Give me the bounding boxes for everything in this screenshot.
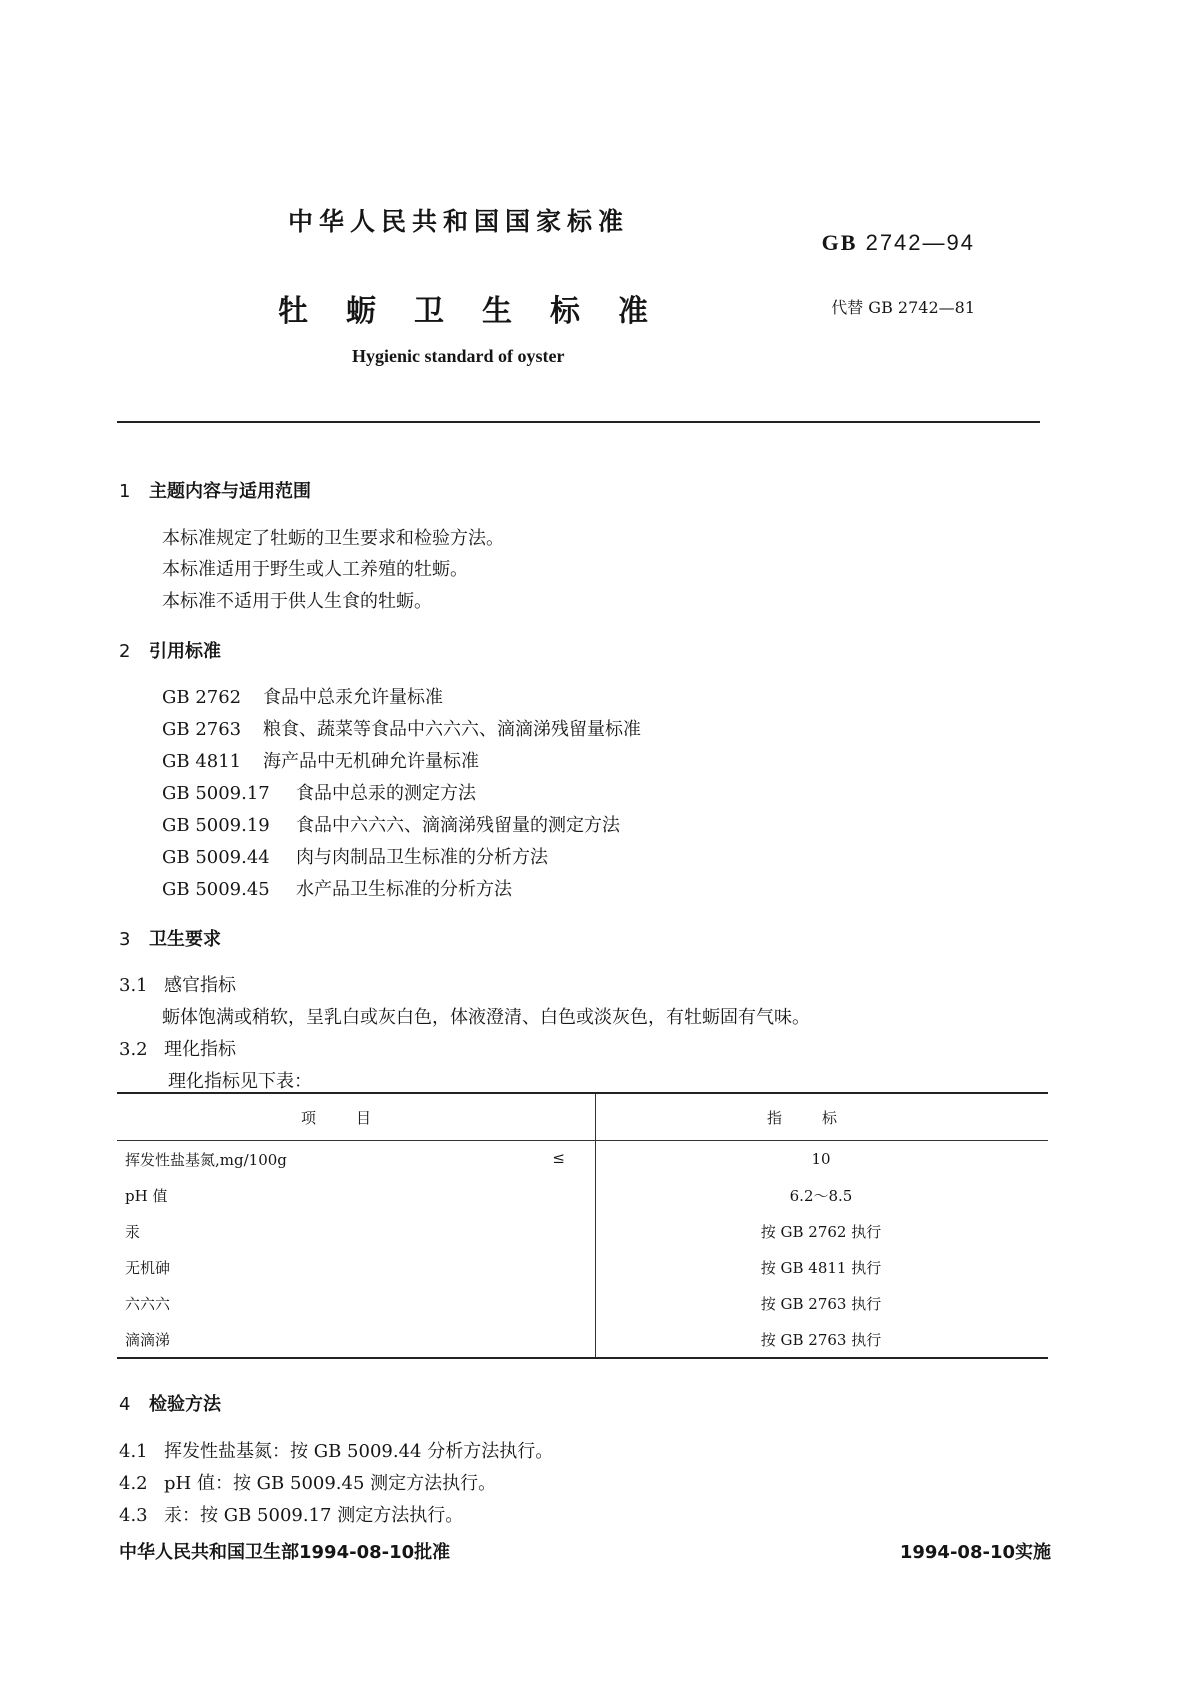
paragraph: 蛎体饱满或稍软，呈乳白或灰白色，体液澄清、白色或淡灰色，有牡蛎固有气味。: [162, 1007, 810, 1028]
method-item: [119, 1469, 496, 1495]
subsection-3-2-heading: [119, 1035, 236, 1061]
section-4-heading: [119, 1390, 221, 1416]
effective-date: 1994-08-10实施: [899, 1542, 1051, 1563]
code-number: 2742—94: [865, 230, 975, 255]
item-cell: 六六六: [117, 1285, 596, 1321]
value-cell: 按 GB 2763 执行: [760, 1330, 882, 1349]
subsection-number: 3.1: [119, 975, 148, 996]
subsection-title: 理化指标: [164, 1039, 236, 1060]
reference-item: [162, 683, 443, 709]
org-title: 中华人民共和国国家标准: [288, 207, 630, 236]
item-cell: 滴滴涕: [117, 1321, 596, 1358]
ref-code: GB 2763: [162, 719, 242, 740]
item-cell: [117, 1141, 596, 1178]
reference-item: [162, 843, 548, 869]
ref-code: GB 2762: [162, 687, 242, 708]
table-header-row: [117, 1093, 1048, 1141]
ref-code: GB 5009.19: [162, 815, 270, 836]
physicochemical-table: [117, 1092, 1048, 1359]
section-title: 检验方法: [149, 1394, 221, 1415]
ref-name: 肉与肉制品卫生标准的分析方法: [296, 847, 548, 868]
item-cell: pH 值: [117, 1177, 596, 1213]
ref-code: GB 4811: [162, 751, 242, 772]
reference-item: [162, 811, 620, 837]
value-cell: 6.2～8.5: [789, 1186, 853, 1205]
ref-name: 食品中总汞的测定方法: [296, 783, 476, 804]
section-number: 2: [119, 641, 131, 662]
paragraph: 本标准不适用于供人生食的牡蛎。: [162, 591, 432, 612]
replaces-note: 代替 GB 2742—81: [831, 298, 975, 317]
section-3-heading: [119, 925, 221, 951]
standard-code: [822, 230, 975, 256]
section-title: 卫生要求: [149, 929, 221, 950]
paragraph: 理化指标见下表：: [168, 1071, 312, 1092]
ref-name: 食品中总汞允许量标准: [263, 687, 443, 708]
item-text: pH 值：按 GB 5009.45 测定方法执行。: [164, 1473, 497, 1494]
value-cell: 按 GB 2762 执行: [760, 1222, 882, 1241]
ref-code: GB 5009.45: [162, 879, 270, 900]
value-cell: 10: [811, 1150, 831, 1168]
table-row: [117, 1321, 1048, 1358]
ref-name: 粮食、蔬菜等食品中六六六、滴滴涕残留量标准: [263, 719, 641, 740]
reference-item: [162, 779, 476, 805]
ref-name: 海产品中无机砷允许量标准: [263, 751, 479, 772]
item-cell: 无机砷: [117, 1249, 596, 1285]
item-name: 挥发性盐基氮,mg/100g: [125, 1150, 287, 1169]
ref-code: GB 5009.44: [162, 847, 270, 868]
code-prefix: GB: [821, 230, 858, 255]
document-title: 牡蛎卫生标准: [278, 294, 686, 329]
header-divider: [117, 421, 1040, 423]
reference-item: [162, 747, 479, 773]
table-row: [117, 1249, 1048, 1285]
section-title: 引用标准: [149, 641, 221, 662]
item-number: 4.2: [119, 1473, 148, 1494]
paragraph: 本标准规定了牡蛎的卫生要求和检验方法。: [162, 528, 504, 549]
value-cell: 按 GB 4811 执行: [760, 1258, 882, 1277]
table-row: [117, 1177, 1048, 1213]
item-text: 挥发性盐基氮：按 GB 5009.44 分析方法执行。: [164, 1441, 554, 1462]
column-header-item: 项目: [117, 1093, 596, 1141]
operator: ≤: [552, 1148, 565, 1167]
section-2-heading: [119, 637, 221, 663]
method-item: [119, 1501, 463, 1527]
method-item: [119, 1437, 553, 1463]
ref-name: 水产品卫生标准的分析方法: [296, 879, 512, 900]
table-row: [117, 1285, 1048, 1321]
reference-item: [162, 715, 641, 741]
column-header-value: 指标: [596, 1093, 1049, 1141]
table-row: [117, 1213, 1048, 1249]
section-1-heading: [119, 477, 311, 503]
section-title: 主题内容与适用范围: [149, 481, 311, 502]
section-number: 4: [119, 1394, 131, 1415]
subsection-title: 感官指标: [164, 975, 236, 996]
ref-code: GB 5009.17: [162, 783, 270, 804]
item-number: 4.1: [119, 1441, 148, 1462]
approval-note: 中华人民共和国卫生部1994-08-10批准: [119, 1542, 451, 1563]
section-number: 3: [119, 929, 131, 950]
reference-item: [162, 875, 512, 901]
subsection-3-1-heading: [119, 971, 236, 997]
english-title: Hygienic standard of oyster: [352, 346, 565, 366]
item-text: 汞：按 GB 5009.17 测定方法执行。: [164, 1505, 464, 1526]
item-cell: 汞: [117, 1213, 596, 1249]
item-number: 4.3: [119, 1505, 148, 1526]
subsection-number: 3.2: [119, 1039, 148, 1060]
ref-name: 食品中六六六、滴滴涕残留量的测定方法: [296, 815, 620, 836]
section-number: 1: [119, 481, 131, 502]
table-row: [117, 1141, 1048, 1178]
paragraph: 本标准适用于野生或人工养殖的牡蛎。: [162, 559, 468, 580]
value-cell: 按 GB 2763 执行: [760, 1294, 882, 1313]
